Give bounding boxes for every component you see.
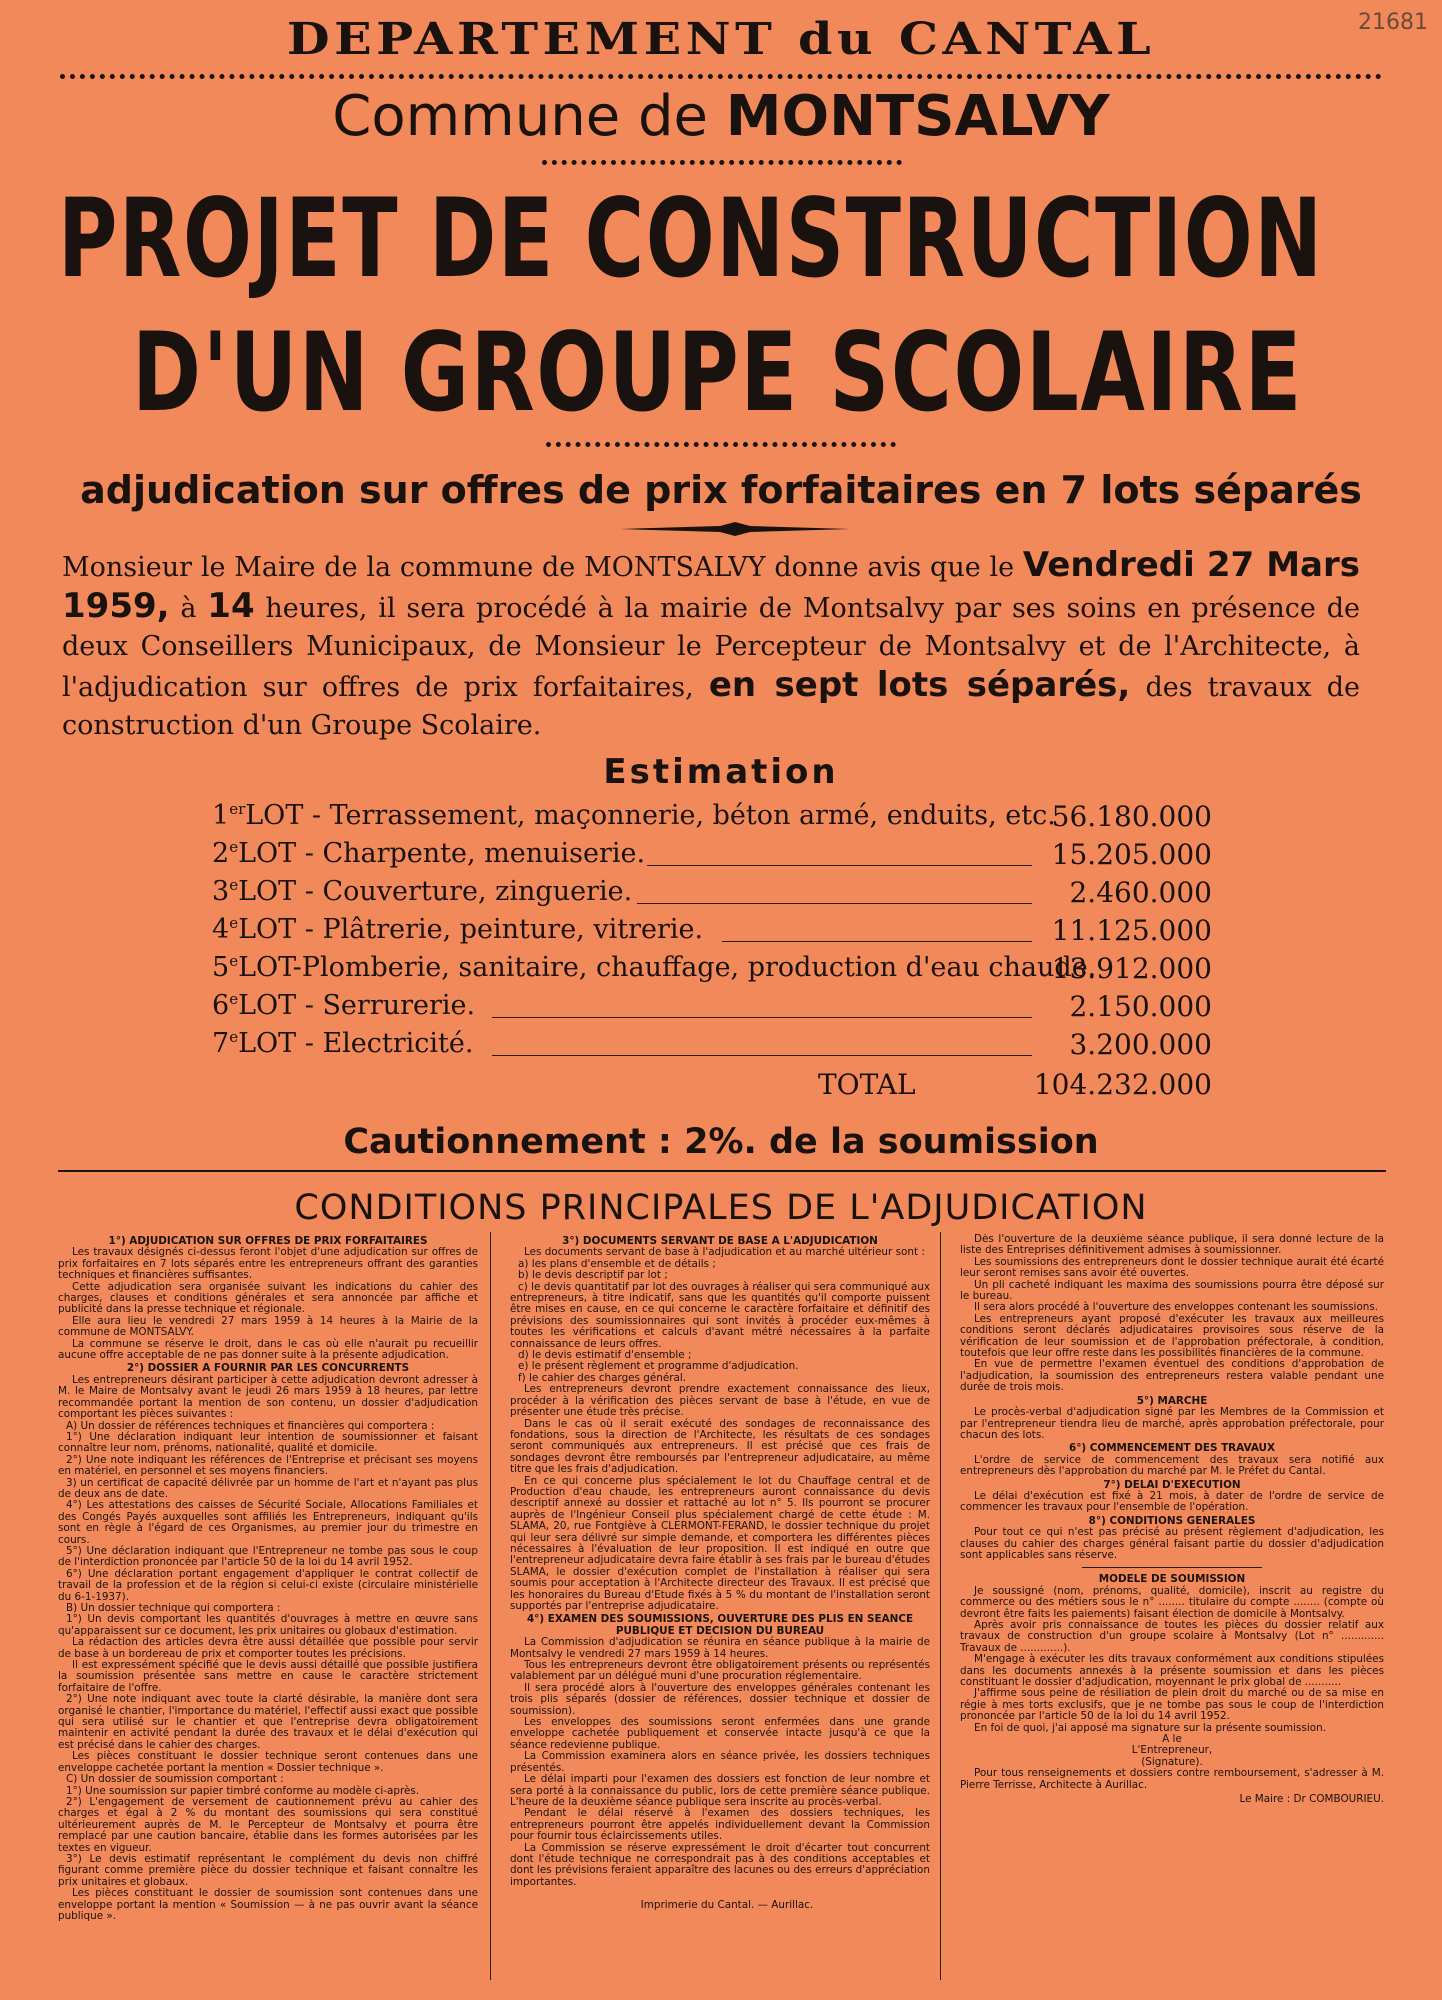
signature-line: L'Entrepreneur,: [1131, 1744, 1213, 1757]
condition-paragraph: La Commission examinera alors en séance privée, les dossiers techniques présentés.: [510, 1750, 930, 1774]
estimation-lot-1: [212, 796, 1212, 834]
lot-value: 2.460.000: [1069, 876, 1212, 909]
condition-item: 6°) Une déclaration portant engagement d'appliquer le contrat collectif de travail de la profession et de la région si celui-ci existe (circulaire ministérielle du 6-1-1937).: [58, 1567, 478, 1603]
condition-paragraph: J'affirme sous peine de résiliation de plein droit du marché ou de sa mise en régie à mes torts exclusifs, que je ne tombe pas sous le coup de l'interdiction prononcée par l'article 50 de la loi du 14 avril 1952.: [960, 1687, 1384, 1723]
lot-label: 5eLOT-Plomberie, sanitaire, chauffage, production d'eau chaude.: [212, 952, 1097, 983]
dotted-divider-title: [546, 442, 896, 447]
estimation-lot-7: [212, 1024, 1212, 1062]
estimation-lot-5: [212, 948, 1212, 986]
condition-paragraph: Pour tous renseignements et dossiers contre remboursement, s'adresser à M. Pierre Terrisse, Architecte à Aurillac.: [960, 1767, 1384, 1791]
condition-heading: 7°) DELAI D'EXECUTION: [1103, 1478, 1241, 1491]
total-value: 104.232.000: [1033, 1068, 1212, 1101]
condition-paragraph: Dans le cas où il serait exécuté des sondages de reconnaissance des fondations, sous la direction de l'Architecte, les résultats de ces sondages seront communiqués aux entrepreneurs. Il est précisé que ces frais de sondages devront être remboursés par l'entrepreneur adjudicataire, au même titre que les frais d'adjudication.: [510, 1417, 930, 1476]
condition-paragraph: Après avoir pris connaissance de toutes les pièces du dossier relatif aux travaux de construction d'un groupe scolaire à Montsalvy (Lot n° ............. Travaux de .............).: [960, 1619, 1384, 1654]
section-rule: [58, 1170, 1386, 1172]
condition-heading: 3°) DOCUMENTS SERVANT DE BASE A L'ADJUDICATION: [562, 1235, 878, 1247]
condition-paragraph: Les entrepreneurs désirant participer à cette adjudication devront adresser à M. le Maire de Montsalvy avant le jeudi 26 mars 1959 à 18 heures, par lettre recommandée portant la mention de son contenu, un dossier d'adjudication comportant les pièces suivantes :: [58, 1373, 478, 1421]
condition-paragraph: La Commission d'adjudication se réunira en séance publique à la mairie de Montsalvy le vendredi 27 mars 1959 à 14 heures.: [510, 1636, 930, 1660]
condition-item: 1°) Une soumission sur papier timbré conforme au modèle ci-après.: [66, 1784, 420, 1797]
conditions-title: CONDITIONS PRINCIPALES DE L'ADJUDICATION: [294, 1188, 1148, 1228]
condition-paragraph: Le procès-verbal d'adjudication signé par les Membres de la Commission et par l'entrepreneur tiendra lieu de marché, après approbation préfectorale, pour chacun des lots.: [960, 1406, 1384, 1441]
condition-paragraph: L'ordre de service de commencement des travaux sera notifié aux entrepreneurs dès l'approbation du marché par M. le Préfet du Cantal.: [960, 1453, 1384, 1478]
mayor-signature: Le Maire : Dr COMBOURIEU.: [1239, 1793, 1384, 1806]
condition-paragraph: Les pièces constituant le dossier de soumission sont contenues dans une enveloppe portant la mention « Soumission — à ne pas ouvrir avant la séance publique ».: [58, 1887, 478, 1922]
condition-paragraph: Le délai imparti pour l'examen des dossiers est fonction de leur nombre et sera porté à la connaissance du public, lors de cette première séance publique. L'heure de la deuxième séance publique sera inscrite au procès-verbal.: [510, 1773, 930, 1808]
lot-label: 7eLOT - Electricité.: [212, 1028, 474, 1059]
condition-paragraph: Il est expressément spécifié que le devis aussi détaillé que possible justifiera la soumission présentée sans mettre en cause le caractère strictement forfaitaire de l'offre.: [58, 1659, 478, 1694]
condition-paragraph: Les enveloppes des soumissions seront enfermées dans une grande enveloppe cachetée publiquement et conservée intacte jusqu'à ce que la séance redevienne publique.: [510, 1716, 930, 1751]
lot-value: 13.912.000: [1051, 952, 1212, 985]
condition-item: C) Un dossier de soumission comportant :: [66, 1773, 284, 1786]
title-line-1: PROJET DE CONSTRUCTION: [58, 173, 1324, 303]
lot-value: 3.200.000: [1069, 1028, 1212, 1061]
condition-paragraph: Les entrepreneurs devront prendre exactement connaissance des lieux, procéder à la vérification des pièces servant de base à l'étude, en vue de présenter une étude très précise.: [510, 1383, 930, 1419]
condition-paragraph: Les soumissions des entrepreneurs dont le dossier technique aurait été écarté leur seront remises sans avoir été ouvertes.: [960, 1255, 1384, 1280]
condition-item: e) le présent règlement et programme d'adjudication.: [518, 1360, 799, 1373]
printer-imprint: Imprimerie du Cantal. — Aurillac.: [640, 1899, 814, 1912]
lot-label: 4eLOT - Plâtrerie, peinture, vitrerie.: [212, 914, 704, 945]
condition-item: 2°) L'engagement de versement de cautionnement prévu au cahier des charges et égal à 2 % du montant des soumissions qui sera constitué ultérieurement auprès de M. le Percepteur de Montsalvy et pourra être remplacé par une caution bancaire, établie dans les formes autorisées par les textes en vigueur.: [58, 1795, 478, 1854]
condition-paragraph: Les documents servant de base à l'adjudication et au marché ultérieur sont :: [524, 1246, 925, 1259]
condition-heading: 5°) MARCHE: [1136, 1394, 1208, 1407]
condition-item: B) Un dossier technique qui comportera :: [66, 1602, 281, 1614]
condition-heading: MODELE DE SOUMISSION: [1098, 1573, 1246, 1586]
lot-value: 56.180.000: [1051, 800, 1212, 833]
archive-reference: 21681: [1358, 10, 1428, 35]
total-label: TOTAL: [818, 1068, 916, 1101]
signature-line: A le: [1162, 1733, 1182, 1746]
estimation-lot-6: [212, 986, 1212, 1024]
condition-heading: 6°) COMMENCEMENT DES TRAVAUX: [1068, 1442, 1276, 1455]
commune-heading: [0, 84, 1442, 149]
column-rule-1: [490, 1232, 491, 1980]
lot-value: 15.205.000: [1051, 838, 1212, 871]
condition-paragraph: Pour tout ce qui n'est pas précisé au présent règlement d'adjudication, les clauses du cahier des charges général faisant partie du dossier d'adjudication sont applicables sans réserve.: [960, 1526, 1384, 1561]
condition-item: c) le devis quantitatif par lot des ouvrages à réaliser qui sera communiqué aux entrepreneurs, à titre indicatif, sans que les quantités qu'il comporte puissent être mises en cause, en ce qui concerne le caractère forfaitaire et définitif des prévisions des soumissionnaires qui sont invités à procéder eux-mêmes à toutes les vérifications et calculs d'avant métré nécessaires à la parfaite connaissance de leurs offres.: [510, 1280, 930, 1350]
estimation-lot-3: [212, 872, 1212, 910]
conditions-column-2: [510, 1234, 930, 1912]
condition-paragraph: La rédaction des articles devra être aussi détaillée que possible pour servir de base à un bordereau de prix et comporter toutes les précisions.: [58, 1636, 478, 1660]
title-line-2: D'UN GROUPE SCOLAIRE: [132, 307, 1304, 437]
lot-label: 3eLOT - Couverture, zinguerie.: [212, 876, 633, 907]
condition-item: 2°) Une note indiquant avec toute la clarté désirable, la manière dont sera organisé le chantier, l'importance du matériel, l'effectif aussi exact que possible qui sera utilisé sur le chantier et que l'entreprise devra obligatoirement maintenir en activité pendant la durée des travaux et le délai d'exécution qui est précisé dans le cahier des charges.: [58, 1693, 478, 1751]
estimation-lot-2: [212, 834, 1212, 872]
leader-line: [492, 1017, 1032, 1018]
notice-hour: 14: [207, 586, 255, 626]
estimation-lot-4: [212, 910, 1212, 948]
column-rule-2: [940, 1232, 941, 1980]
condition-item: a) les plans d'ensemble et de détails ;: [518, 1257, 716, 1270]
short-rule: [1082, 1567, 1262, 1568]
notice-paragraph: Monsieur le Maire de la commune de MONTSALVY donne avis que le Vendredi 27 Mars 1959, à 14 heures, il sera procédé à la mairie de Montsalvy par ses soins en présence de deux Conseillers Municipaux, de Monsieur le Percepteur de Montsalvy et de l'Architecte, à l'adjudication sur offres de prix forfaitaires, en sept lots séparés, des travaux de construction d'un Groupe Scolaire.: [62, 545, 1360, 741]
condition-item: 1°) Une déclaration indiquant leur intention de soumissionner et faisant connaître leur nom, prénoms, nationalité, qualité et domicile.: [58, 1430, 478, 1455]
conditions-column-3: [960, 1234, 1384, 1806]
condition-paragraph: En vue de permettre l'examen éventuel des conditions d'approbation de l'adjudication, la soumission des entrepreneurs restera valable pendant une durée de trois mois.: [960, 1358, 1384, 1394]
signature-line: (Signature).: [1141, 1755, 1203, 1768]
leader-line: [492, 1055, 1032, 1056]
commune-name: MONTSALVY: [725, 84, 1110, 149]
condition-paragraph: Les entrepreneurs ayant proposé d'exécuter les travaux aux meilleures conditions seront déclarés adjudicataires provisoires sous réserve de la vérification de leur soumission et de l'approbation préfectorale, à condition, toutefois que leur offre reste dans les possibilités financières de la commune.: [960, 1312, 1384, 1360]
notice-lots: en sept lots séparés,: [708, 665, 1131, 705]
lot-value: 2.150.000: [1069, 990, 1212, 1023]
condition-paragraph: Le délai d'exécution est fixé à 21 mois, à dater de l'ordre de service de commencer les travaux pour l'ensemble de l'opération.: [960, 1489, 1384, 1514]
lot-label: 2eLOT - Charpente, menuiserie.: [212, 838, 646, 869]
condition-item: 4°) Les attestations des caisses de Sécurité Sociale, Allocations Familiales et des Congés Payés auxquelles sont affiliés les Entrepreneurs, indiquant qu'ils sont en règle à l'égard de ces Organismes, au premier jour du trimestre en cours.: [58, 1499, 478, 1546]
condition-paragraph: Il sera alors procédé à l'ouverture des enveloppes contenant les soumissions.: [974, 1301, 1379, 1314]
condition-heading: 1°) ADJUDICATION SUR OFFRES DE PRIX FORFAITAIRES: [108, 1235, 428, 1247]
condition-paragraph: En foi de quoi, j'ai apposé ma signature sur la présente soumission.: [974, 1721, 1326, 1734]
condition-paragraph: La commune se réserve le droit, dans le cas où elle n'aurait pu recueillir aucune offre acceptable de ne pas donner suite à la présente adjudication.: [58, 1337, 478, 1362]
leader-line: [647, 865, 1032, 866]
dotted-divider-commune: [542, 160, 902, 165]
condition-paragraph: Les pièces constituant le dossier technique seront contenues dans une enveloppe cachetée portant la mention « Dossier technique ».: [58, 1750, 478, 1774]
lot-value: 11.125.000: [1051, 914, 1212, 947]
condition-item: f) le cahier des charges général.: [518, 1371, 687, 1384]
estimation-title: Estimation: [603, 752, 839, 792]
leader-line: [637, 903, 1032, 904]
ornament-rule-icon: [620, 522, 850, 536]
caution-line: Cautionnement : 2%. de la soumission: [343, 1122, 1099, 1162]
condition-item: 3) un certificat de capacité délivrée par un homme de l'art et n'ayant pas plus de deux ans de date.: [58, 1476, 478, 1500]
condition-item: 1°) Un devis comportant les quantités d'ouvrages à mettre en œuvre sans qu'apparaissent sur ce document, les prix unitaires ou globaux d'estimation.: [58, 1613, 478, 1637]
condition-paragraph: Tous les entrepreneurs devront être obligatoirement présents ou représentés valablement par un délégué muni d'une procuration réglementaire.: [510, 1659, 930, 1683]
dotted-divider-top: [60, 74, 1382, 79]
notice-date: Vendredi 27 Mars 1959,: [62, 545, 1360, 626]
condition-paragraph: En ce qui concerne plus spécialement le lot du Chauffage central et de Production d'eau chaude, les entrepreneurs auront connaissance du devis descriptif annexé au dossier et rattaché au lot n° 5. Ils pourront se procurer auprès de l'Ingénieur Conseil plus spécialement chargé de cette étude : M. SLAMA, 20, rue Fontgiève à CLERMONT-FERAND, le dossier technique du projet qui leur sera délivré sur simple demande, et comportera les différentes pièces nécessaires à l'évaluation de leur proposition. Il est indiqué en outre que l'entrepreneur adjudicataire devra faire établir à ses frais par le bureau d'études SLAMA, le dossier d'exécution complet de l'installation à réaliser qui sera soumis pour acceptation à l'Architecte directeur des Travaux. Il est précisé que les honoraires du Bureau d'Etude fixés à 5 % du montant de l'installation seront supportés par l'entreprise adjudicataire.: [510, 1474, 930, 1612]
condition-paragraph: M'engage à exécuter les dits travaux conformément aux conditions stipulées dans les documents annexés à la présente soumission et dans les pièces constituant le dossier d'adjudication, moyennant le prix global de ...........: [960, 1653, 1384, 1689]
estimation-total: [212, 1062, 1212, 1102]
condition-item: d) le devis estimatif d'ensemble ;: [518, 1349, 692, 1362]
condition-paragraph: Il sera procédé alors à l'ouverture des enveloppes générales contenant les trois plis séparés (dossier de références, dossier technique et dossier de soumission).: [510, 1681, 930, 1717]
condition-paragraph: Un pli cacheté indiquant les maxima des soumissions pourra être déposé sur le bureau.: [960, 1278, 1384, 1303]
condition-item: A) Un dossier de références techniques et financières qui comportera :: [66, 1419, 435, 1432]
condition-paragraph: Pendant le délai réservé à l'examen des dossiers techniques, les entrepreneurs pourront être appelés individuellement devant la Commission pour fournir tous éclaircissements utiles.: [510, 1807, 930, 1843]
condition-item: 3°) Le devis estimatif représentant le complément du devis non chiffré figurant comme première pièce du dossier technique et faisant connaître les prix unitaires et globaux.: [58, 1852, 478, 1888]
commune-prefix: Commune de: [332, 84, 708, 149]
condition-paragraph: Elle aura lieu le vendredi 27 mars 1959 à 14 heures à la Mairie de la commune de MONTSALVY.: [58, 1314, 478, 1339]
condition-heading: 4°) EXAMEN DES SOUMISSIONS, OUVERTURE DES PLIS EN SEANCE PUBLIQUE ET DECISION DU BUREAU: [526, 1613, 914, 1637]
condition-item: 5°) Une déclaration indiquant que l'Entrepreneur ne tombe pas sous le coup de l'interdiction prononcée par l'article 50 de la loi du 14 avril 1952.: [58, 1544, 478, 1569]
subtitle: adjudication sur offres de prix forfaitaires en 7 lots séparés: [80, 468, 1362, 512]
condition-paragraph: Je soussigné (nom, prénoms, qualité, domicile), inscrit au registre du commerce ou des métiers sous le n° ........ titulaire du compte ........ (compte où devront être faits les paiements) faisant élection de domicile à Montsalvy.: [960, 1584, 1384, 1620]
department-heading: DEPARTEMENT du CANTAL: [286, 14, 1156, 65]
lot-label: 1erLOT - Terrassement, maçonnerie, béton armé, enduits, etc.: [212, 800, 1056, 831]
condition-paragraph: La Commission se réserve expressément le droit d'écarter tout concurrent dont l'étude technique ne correspondrait pas à des conditions acceptables et dont les prévisions feraient apparaître des lacunes ou des erreurs d'appréciation importantes.: [510, 1841, 930, 1888]
conditions-column-1: [58, 1234, 478, 1922]
leader-line: [722, 941, 1032, 942]
condition-paragraph: Cette adjudication sera organisée suivant les indications du cahier des charges, clauses et conditions générales et sera annoncée par affiche et publicité dans la presse technique et régionale.: [58, 1280, 478, 1316]
condition-paragraph: Les travaux désignés ci-dessus feront l'objet d'une adjudication sur offres de prix forfaitaires en 7 lots séparés entre les entrepreneurs offrant des garanties techniques et financières suffisantes.: [58, 1246, 478, 1282]
lot-label: 6eLOT - Serrurerie.: [212, 990, 476, 1021]
estimation-list: [212, 796, 1212, 1102]
condition-heading: 8°) CONDITIONS GENERALES: [1088, 1514, 1256, 1527]
condition-item: 2°) Une note indiquant les références de l'Entreprise et précisant ses moyens en matériel, en personnel et ses moyens financiers.: [58, 1453, 478, 1478]
condition-paragraph: Dès l'ouverture de la deuxième séance publique, il sera donné lecture de la liste des Entreprises définitivement admises à soumissionner.: [960, 1234, 1384, 1257]
condition-item: b) le devis descriptif par lot ;: [518, 1269, 668, 1282]
condition-heading: 2°) DOSSIER A FOURNIR PAR LES CONCURRENTS: [126, 1362, 410, 1375]
